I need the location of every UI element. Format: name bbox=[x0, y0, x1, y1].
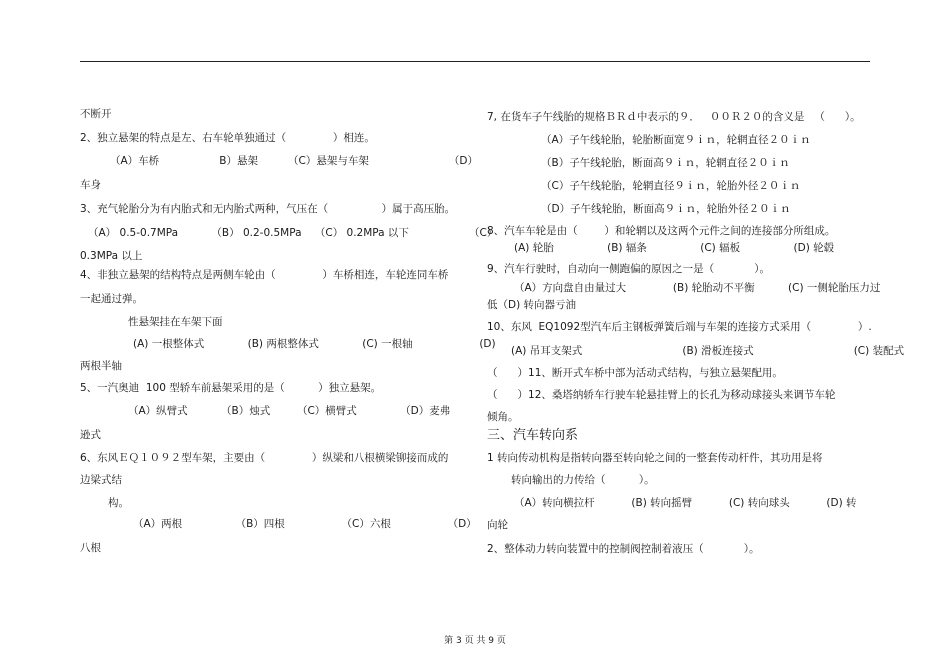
text-line: 一起通过弹。 bbox=[80, 293, 143, 305]
question-7-option-c: （C）子午线轮胎，轮辋直径９ｉｎ，轮胎外径２０ｉｎ bbox=[541, 180, 801, 192]
text-line: 构。 bbox=[108, 497, 129, 509]
question-3: 3、充气轮胎分为有内胎式和无内胎式两种，气压在（ ）属于高压胎。 bbox=[80, 203, 456, 215]
text-line: 0.3MPa 以上 bbox=[80, 250, 143, 262]
question-7-option-d: （D）子午线轮胎，断面高９ｉｎ，轮胎外径２０ｉｎ bbox=[541, 203, 791, 215]
text-line: 两根半轴 bbox=[80, 360, 122, 372]
question-10: 10、东风 EQ1092型汽车后主钢板弹簧后端与车架的连接方式采用（ ）. bbox=[487, 321, 872, 333]
question-steering-1: 1 转向传动机构是指转向器至转向轮之间的一整套传动杆件，其功用是将 bbox=[487, 452, 823, 464]
page-footer: 第 3 页 共 9 页 bbox=[444, 636, 506, 646]
question-9-options: （A）方向盘自由量过大 (B) 轮胎动不平衡 (C) 一侧轮胎压力过 bbox=[514, 282, 881, 294]
question-7: 7, 在货车子午线胎的规格ＢＲｄ中表示的９． ００Ｒ２０的含义是 （ ）。 bbox=[487, 111, 861, 123]
text-line: 低（D) 转向器亏油 bbox=[487, 299, 577, 311]
question-9: 9、汽车行驶时，自动向一侧跑偏的原因之一是（ ）。 bbox=[487, 263, 770, 275]
question-2: 2、独立悬架的特点是左、右车轮单独通过（ ）相连。 bbox=[80, 132, 375, 144]
question-steering-2: 2、整体动力转向装置中的控制阀控制着液压（ ）。 bbox=[487, 543, 760, 555]
question-4-options: (A) 一根整体式 (B) 两根整体式 (C) 一根轴 (D) bbox=[133, 338, 496, 350]
question-7-option-b: （B）子午线轮胎，断面高９ｉｎ，轮辋直径２０ｉｎ bbox=[541, 157, 790, 169]
text-line: 逊式 bbox=[80, 429, 101, 441]
question-12: （ ）12、桑塔纳轿车行驶车轮悬挂臂上的长孔为移动球接头来调节车轮 bbox=[487, 389, 836, 401]
text-line: 性悬架挂在车架下面 bbox=[128, 316, 223, 328]
question-10-options: (A) 吊耳支架式 (B) 滑板连接式 (C) 装配式 bbox=[511, 345, 905, 357]
question-8: 8、汽车车轮是由（ ）和轮辋以及这两个元件之间的连接部分所组成。 bbox=[487, 225, 836, 237]
text-line: 转向输出的力传给（ ）。 bbox=[511, 474, 655, 486]
header-rule bbox=[80, 61, 870, 62]
question-11: （ ）11、断开式车桥中部为活动式结构，与独立悬架配用。 bbox=[487, 367, 783, 379]
section-heading: 三、汽车转向系 bbox=[487, 428, 579, 443]
text-line: 向轮 bbox=[487, 519, 508, 531]
question-8-options: (A) 轮胎 (B) 辐条 (C) 辐板 (D) 轮毂 bbox=[514, 242, 835, 254]
text-line: 不断开 bbox=[80, 108, 112, 120]
question-7-option-a: （A）子午线轮胎，轮胎断面宽９ｉｎ，轮辋直径２０ｉｎ bbox=[541, 134, 811, 146]
question-steering-1-options: （A）转向横拉杆 (B) 转向摇臂 (C) 转向球头 (D) 转 bbox=[514, 497, 857, 509]
question-3-options: （A） 0.5-0.7MPa （B） 0.2-0.5MPa （C） 0.2MPa 以下 （C） bbox=[88, 227, 498, 239]
text-line: 边梁式结 bbox=[80, 474, 122, 486]
question-6: 6、东风ＥＱ１０９２型车架，主要由（ ）纵梁和八根横梁铆接而成的 bbox=[80, 452, 449, 464]
question-4: 4、非独立悬架的结构特点是两侧车轮由（ ）车桥相连，车轮连同车桥 bbox=[80, 269, 449, 281]
text-line: 倾角。 bbox=[487, 411, 519, 423]
question-6-options: （A）两根 （B）四根 （C）六根 （D） bbox=[133, 518, 477, 530]
text-line: 车身 bbox=[80, 179, 101, 191]
question-2-options: （A）车桥 B）悬架 （C）悬架与车架 （D） bbox=[110, 155, 479, 167]
text-line: 八根 bbox=[80, 542, 101, 554]
question-5: 5、一汽奥迪 100 型轿车前悬架采用的是（ ）独立悬架。 bbox=[80, 382, 382, 394]
question-5-options: （A）纵臂式 （B）烛式 （C）横臂式 （D）麦弗 bbox=[128, 405, 451, 417]
